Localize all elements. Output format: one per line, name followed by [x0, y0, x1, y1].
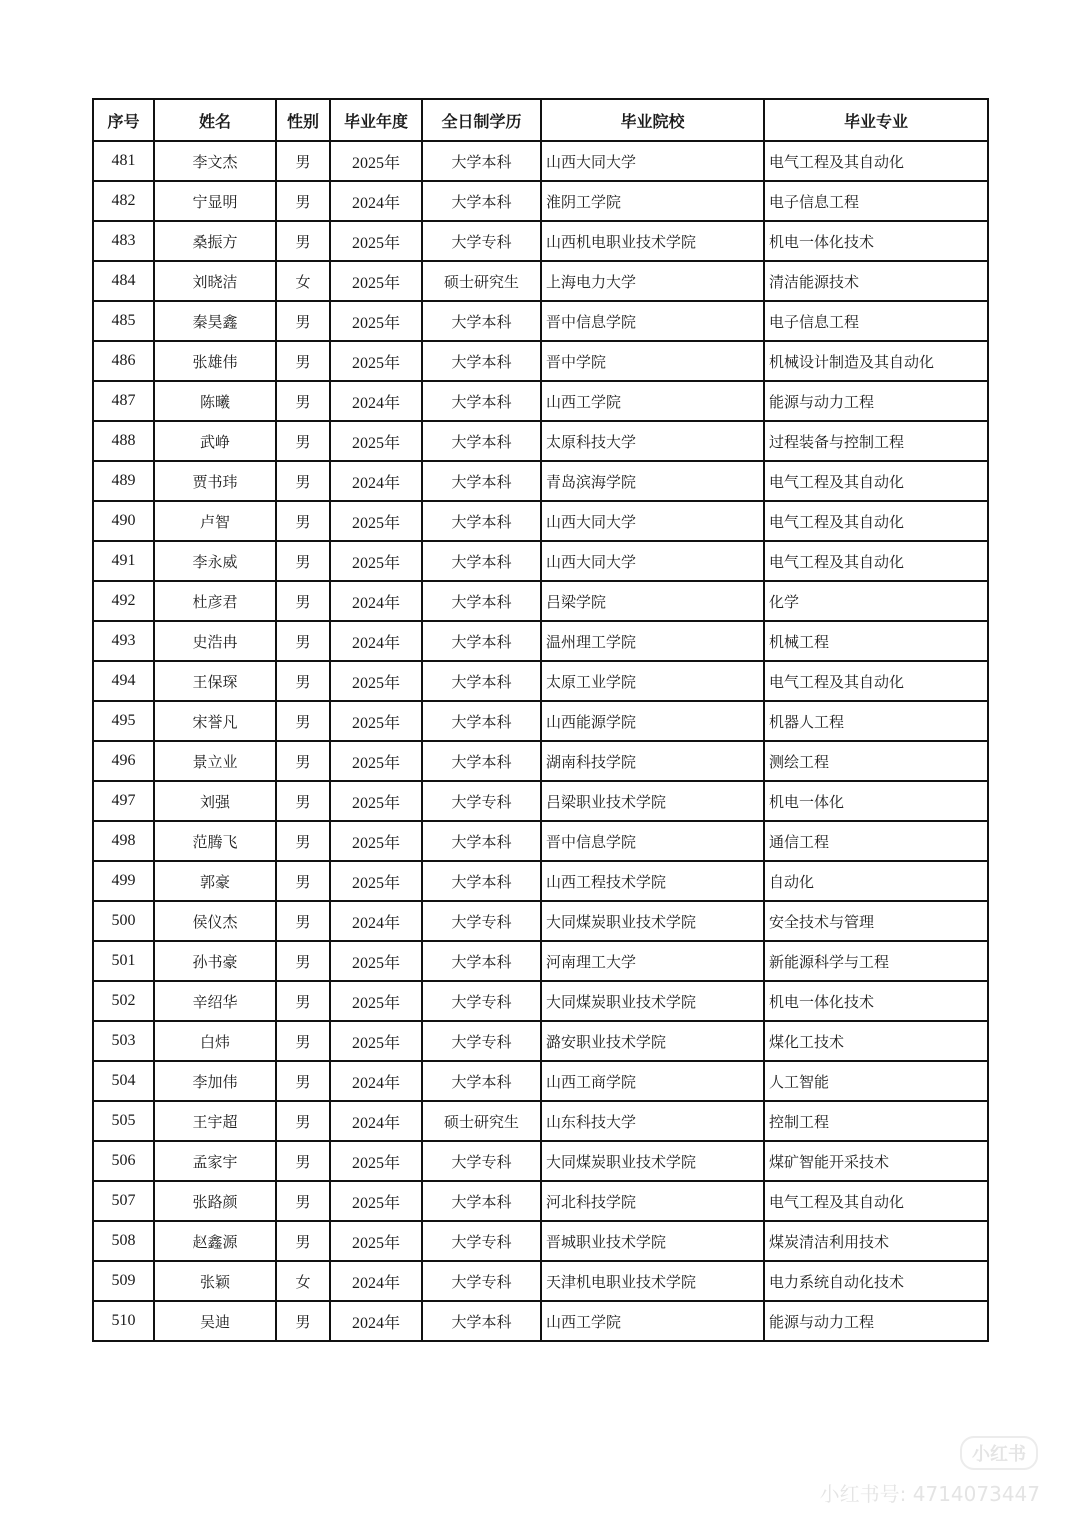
cell-education: 大学本科: [422, 1301, 541, 1341]
cell-school: 太原科技大学: [541, 421, 764, 461]
cell-gender: 男: [276, 821, 330, 861]
table-row: [93, 861, 988, 901]
cell-school: 吕梁学院: [541, 581, 764, 621]
cell-index: 492: [93, 581, 154, 621]
table-row: [93, 541, 988, 581]
header-name: 姓名: [154, 99, 276, 141]
cell-gender: 男: [276, 381, 330, 421]
cell-education: 大学专科: [422, 1141, 541, 1181]
cell-name: 桑振方: [154, 221, 276, 261]
cell-school: 天津机电职业技术学院: [541, 1261, 764, 1301]
cell-index: 497: [93, 781, 154, 821]
table-row: [93, 941, 988, 981]
cell-gender: 男: [276, 221, 330, 261]
cell-name: 贾书玮: [154, 461, 276, 501]
cell-name: 白炜: [154, 1021, 276, 1061]
cell-major: 自动化: [764, 861, 988, 901]
cell-major: 电子信息工程: [764, 181, 988, 221]
cell-major: 煤化工技术: [764, 1021, 988, 1061]
cell-gender: 男: [276, 461, 330, 501]
table-row: [93, 1221, 988, 1261]
cell-index: 496: [93, 741, 154, 781]
cell-school: 山西大同大学: [541, 141, 764, 181]
table-row: [93, 221, 988, 261]
cell-grad-year: 2025年: [330, 141, 422, 181]
header-school: 毕业院校: [541, 99, 764, 141]
cell-gender: 男: [276, 701, 330, 741]
cell-index: 506: [93, 1141, 154, 1181]
table-row: [93, 421, 988, 461]
cell-gender: 男: [276, 141, 330, 181]
cell-major: 过程装备与控制工程: [764, 421, 988, 461]
table-row: [93, 261, 988, 301]
cell-gender: 男: [276, 581, 330, 621]
header-index: 序号: [93, 99, 154, 141]
cell-education: 大学本科: [422, 1181, 541, 1221]
cell-index: 487: [93, 381, 154, 421]
cell-grad-year: 2025年: [330, 741, 422, 781]
cell-education: 大学本科: [422, 941, 541, 981]
table-body: [93, 141, 988, 1341]
cell-gender: 男: [276, 621, 330, 661]
cell-school: 河南理工大学: [541, 941, 764, 981]
cell-gender: 男: [276, 181, 330, 221]
cell-grad-year: 2025年: [330, 701, 422, 741]
cell-school: 湖南科技学院: [541, 741, 764, 781]
cell-major: 电气工程及其自动化: [764, 541, 988, 581]
cell-school: 河北科技学院: [541, 1181, 764, 1221]
table-row: [93, 661, 988, 701]
table-row: [93, 781, 988, 821]
cell-grad-year: 2025年: [330, 421, 422, 461]
cell-grad-year: 2024年: [330, 581, 422, 621]
cell-grad-year: 2025年: [330, 861, 422, 901]
cell-education: 大学本科: [422, 541, 541, 581]
cell-index: 507: [93, 1181, 154, 1221]
table-row: [93, 1061, 988, 1101]
cell-grad-year: 2025年: [330, 1221, 422, 1261]
cell-school: 山西工学院: [541, 1301, 764, 1341]
cell-major: 机械工程: [764, 621, 988, 661]
cell-school: 山东科技大学: [541, 1101, 764, 1141]
table-row: [93, 181, 988, 221]
cell-name: 郭豪: [154, 861, 276, 901]
cell-school: 晋中信息学院: [541, 821, 764, 861]
table-row: [93, 341, 988, 381]
table-row: [93, 821, 988, 861]
table-row: [93, 701, 988, 741]
cell-major: 控制工程: [764, 1101, 988, 1141]
cell-grad-year: 2024年: [330, 461, 422, 501]
cell-gender: 男: [276, 661, 330, 701]
cell-education: 大学本科: [422, 581, 541, 621]
cell-education: 大学本科: [422, 141, 541, 181]
cell-name: 孙书豪: [154, 941, 276, 981]
cell-school: 晋中学院: [541, 341, 764, 381]
cell-education: 大学本科: [422, 461, 541, 501]
cell-name: 吴迪: [154, 1301, 276, 1341]
cell-education: 硕士研究生: [422, 1101, 541, 1141]
cell-name: 王保琛: [154, 661, 276, 701]
table-row: [93, 1301, 988, 1341]
header-major: 毕业专业: [764, 99, 988, 141]
cell-education: 大学专科: [422, 781, 541, 821]
cell-education: 大学本科: [422, 821, 541, 861]
cell-name: 李文杰: [154, 141, 276, 181]
table-row: [93, 741, 988, 781]
cell-name: 宁显明: [154, 181, 276, 221]
cell-gender: 男: [276, 1301, 330, 1341]
cell-school: 大同煤炭职业技术学院: [541, 1141, 764, 1181]
cell-gender: 男: [276, 1141, 330, 1181]
cell-education: 大学本科: [422, 741, 541, 781]
cell-gender: 男: [276, 781, 330, 821]
cell-major: 人工智能: [764, 1061, 988, 1101]
cell-grad-year: 2025年: [330, 981, 422, 1021]
table-row: [93, 461, 988, 501]
cell-gender: 女: [276, 261, 330, 301]
cell-major: 能源与动力工程: [764, 1301, 988, 1341]
cell-education: 大学本科: [422, 181, 541, 221]
table-row: [93, 1021, 988, 1061]
cell-school: 吕梁职业技术学院: [541, 781, 764, 821]
cell-major: 化学: [764, 581, 988, 621]
cell-gender: 男: [276, 741, 330, 781]
cell-school: 温州理工学院: [541, 621, 764, 661]
cell-school: 潞安职业技术学院: [541, 1021, 764, 1061]
cell-name: 侯仪杰: [154, 901, 276, 941]
cell-education: 大学本科: [422, 421, 541, 461]
cell-index: 484: [93, 261, 154, 301]
cell-school: 山西工商学院: [541, 1061, 764, 1101]
cell-major: 清洁能源技术: [764, 261, 988, 301]
cell-school: 山西大同大学: [541, 501, 764, 541]
cell-name: 王宇超: [154, 1101, 276, 1141]
cell-grad-year: 2024年: [330, 181, 422, 221]
cell-school: 大同煤炭职业技术学院: [541, 901, 764, 941]
cell-gender: 男: [276, 341, 330, 381]
cell-grad-year: 2025年: [330, 1181, 422, 1221]
cell-index: 504: [93, 1061, 154, 1101]
cell-grad-year: 2025年: [330, 821, 422, 861]
cell-index: 503: [93, 1021, 154, 1061]
cell-index: 485: [93, 301, 154, 341]
cell-index: 494: [93, 661, 154, 701]
cell-gender: 男: [276, 1101, 330, 1141]
cell-education: 大学专科: [422, 901, 541, 941]
cell-index: 483: [93, 221, 154, 261]
cell-school: 大同煤炭职业技术学院: [541, 981, 764, 1021]
cell-name: 张颖: [154, 1261, 276, 1301]
cell-grad-year: 2024年: [330, 1301, 422, 1341]
cell-education: 大学本科: [422, 621, 541, 661]
cell-major: 电气工程及其自动化: [764, 461, 988, 501]
cell-major: 机电一体化技术: [764, 981, 988, 1021]
cell-major: 煤矿智能开采技术: [764, 1141, 988, 1181]
cell-education: 大学本科: [422, 861, 541, 901]
cell-major: 机器人工程: [764, 701, 988, 741]
cell-index: 489: [93, 461, 154, 501]
cell-grad-year: 2025年: [330, 301, 422, 341]
cell-name: 张路颜: [154, 1181, 276, 1221]
cell-education: 大学本科: [422, 1061, 541, 1101]
cell-gender: 男: [276, 301, 330, 341]
cell-name: 秦昊鑫: [154, 301, 276, 341]
cell-name: 景立业: [154, 741, 276, 781]
cell-grad-year: 2025年: [330, 781, 422, 821]
cell-school: 山西工学院: [541, 381, 764, 421]
cell-major: 电力系统自动化技术: [764, 1261, 988, 1301]
graduate-roster-table: [92, 98, 989, 1342]
cell-name: 辛绍华: [154, 981, 276, 1021]
cell-grad-year: 2024年: [330, 621, 422, 661]
cell-grad-year: 2025年: [330, 501, 422, 541]
cell-gender: 男: [276, 981, 330, 1021]
cell-name: 范腾飞: [154, 821, 276, 861]
table-row: [93, 141, 988, 181]
cell-major: 电气工程及其自动化: [764, 661, 988, 701]
cell-gender: 男: [276, 901, 330, 941]
cell-index: 486: [93, 341, 154, 381]
cell-name: 卢智: [154, 501, 276, 541]
cell-education: 大学本科: [422, 701, 541, 741]
cell-school: 山西机电职业技术学院: [541, 221, 764, 261]
cell-index: 491: [93, 541, 154, 581]
cell-major: 电气工程及其自动化: [764, 141, 988, 181]
cell-education: 硕士研究生: [422, 261, 541, 301]
cell-gender: 男: [276, 1021, 330, 1061]
cell-index: 499: [93, 861, 154, 901]
cell-major: 煤炭清洁利用技术: [764, 1221, 988, 1261]
cell-gender: 男: [276, 861, 330, 901]
cell-education: 大学专科: [422, 981, 541, 1021]
cell-school: 青岛滨海学院: [541, 461, 764, 501]
cell-index: 482: [93, 181, 154, 221]
cell-major: 电气工程及其自动化: [764, 1181, 988, 1221]
cell-index: 509: [93, 1261, 154, 1301]
cell-index: 502: [93, 981, 154, 1021]
cell-school: 山西能源学院: [541, 701, 764, 741]
cell-grad-year: 2025年: [330, 541, 422, 581]
cell-index: 505: [93, 1101, 154, 1141]
cell-grad-year: 2025年: [330, 221, 422, 261]
cell-name: 李永威: [154, 541, 276, 581]
cell-index: 498: [93, 821, 154, 861]
cell-gender: 男: [276, 501, 330, 541]
cell-grad-year: 2025年: [330, 341, 422, 381]
cell-school: 山西工程技术学院: [541, 861, 764, 901]
cell-grad-year: 2024年: [330, 1101, 422, 1141]
cell-education: 大学本科: [422, 341, 541, 381]
cell-name: 宋誉凡: [154, 701, 276, 741]
cell-name: 刘强: [154, 781, 276, 821]
header-gender: 性别: [276, 99, 330, 141]
cell-major: 通信工程: [764, 821, 988, 861]
cell-name: 史浩冉: [154, 621, 276, 661]
cell-major: 测绘工程: [764, 741, 988, 781]
cell-index: 500: [93, 901, 154, 941]
cell-gender: 男: [276, 1181, 330, 1221]
cell-education: 大学本科: [422, 661, 541, 701]
cell-school: 山西大同大学: [541, 541, 764, 581]
cell-index: 490: [93, 501, 154, 541]
table-row: [93, 381, 988, 421]
cell-grad-year: 2025年: [330, 1021, 422, 1061]
cell-gender: 男: [276, 421, 330, 461]
table-row: [93, 1261, 988, 1301]
table-row: [93, 1141, 988, 1181]
cell-gender: 男: [276, 1061, 330, 1101]
cell-education: 大学专科: [422, 1021, 541, 1061]
cell-grad-year: 2025年: [330, 1141, 422, 1181]
header-grad-year: 毕业年度: [330, 99, 422, 141]
table-row: [93, 501, 988, 541]
cell-education: 大学专科: [422, 1221, 541, 1261]
cell-major: 机电一体化: [764, 781, 988, 821]
cell-education: 大学本科: [422, 381, 541, 421]
cell-name: 陈曦: [154, 381, 276, 421]
cell-school: 太原工业学院: [541, 661, 764, 701]
cell-education: 大学专科: [422, 221, 541, 261]
cell-grad-year: 2024年: [330, 1261, 422, 1301]
cell-index: 488: [93, 421, 154, 461]
table-row: [93, 981, 988, 1021]
cell-name: 武峥: [154, 421, 276, 461]
cell-education: 大学本科: [422, 501, 541, 541]
watermark-id: 小红书号: 4714073447: [819, 1482, 1040, 1506]
cell-major: 能源与动力工程: [764, 381, 988, 421]
cell-grad-year: 2025年: [330, 661, 422, 701]
table-row: [93, 1181, 988, 1221]
cell-index: 493: [93, 621, 154, 661]
cell-school: 淮阴工学院: [541, 181, 764, 221]
cell-name: 孟家宇: [154, 1141, 276, 1181]
table-row: [93, 901, 988, 941]
table-row: [93, 581, 988, 621]
cell-name: 赵鑫源: [154, 1221, 276, 1261]
cell-major: 电子信息工程: [764, 301, 988, 341]
cell-index: 495: [93, 701, 154, 741]
cell-name: 杜彦君: [154, 581, 276, 621]
cell-grad-year: 2025年: [330, 261, 422, 301]
cell-name: 张雄伟: [154, 341, 276, 381]
cell-gender: 男: [276, 1221, 330, 1261]
cell-name: 刘晓洁: [154, 261, 276, 301]
cell-major: 电气工程及其自动化: [764, 501, 988, 541]
cell-major: 新能源科学与工程: [764, 941, 988, 981]
cell-gender: 男: [276, 541, 330, 581]
cell-gender: 女: [276, 1261, 330, 1301]
cell-grad-year: 2025年: [330, 941, 422, 981]
cell-index: 481: [93, 141, 154, 181]
cell-school: 晋城职业技术学院: [541, 1221, 764, 1261]
table-row: [93, 621, 988, 661]
cell-education: 大学专科: [422, 1261, 541, 1301]
cell-grad-year: 2024年: [330, 381, 422, 421]
cell-education: 大学本科: [422, 301, 541, 341]
table-row: [93, 1101, 988, 1141]
cell-index: 510: [93, 1301, 154, 1341]
cell-gender: 男: [276, 941, 330, 981]
watermark-logo: 小红书: [960, 1436, 1038, 1470]
cell-grad-year: 2024年: [330, 901, 422, 941]
header-education: 全日制学历: [422, 99, 541, 141]
cell-major: 机电一体化技术: [764, 221, 988, 261]
cell-major: 安全技术与管理: [764, 901, 988, 941]
cell-index: 501: [93, 941, 154, 981]
table-row: [93, 301, 988, 341]
cell-name: 李加伟: [154, 1061, 276, 1101]
table-header-row: [93, 99, 988, 141]
cell-grad-year: 2024年: [330, 1061, 422, 1101]
cell-school: 晋中信息学院: [541, 301, 764, 341]
cell-school: 上海电力大学: [541, 261, 764, 301]
cell-major: 机械设计制造及其自动化: [764, 341, 988, 381]
cell-index: 508: [93, 1221, 154, 1261]
